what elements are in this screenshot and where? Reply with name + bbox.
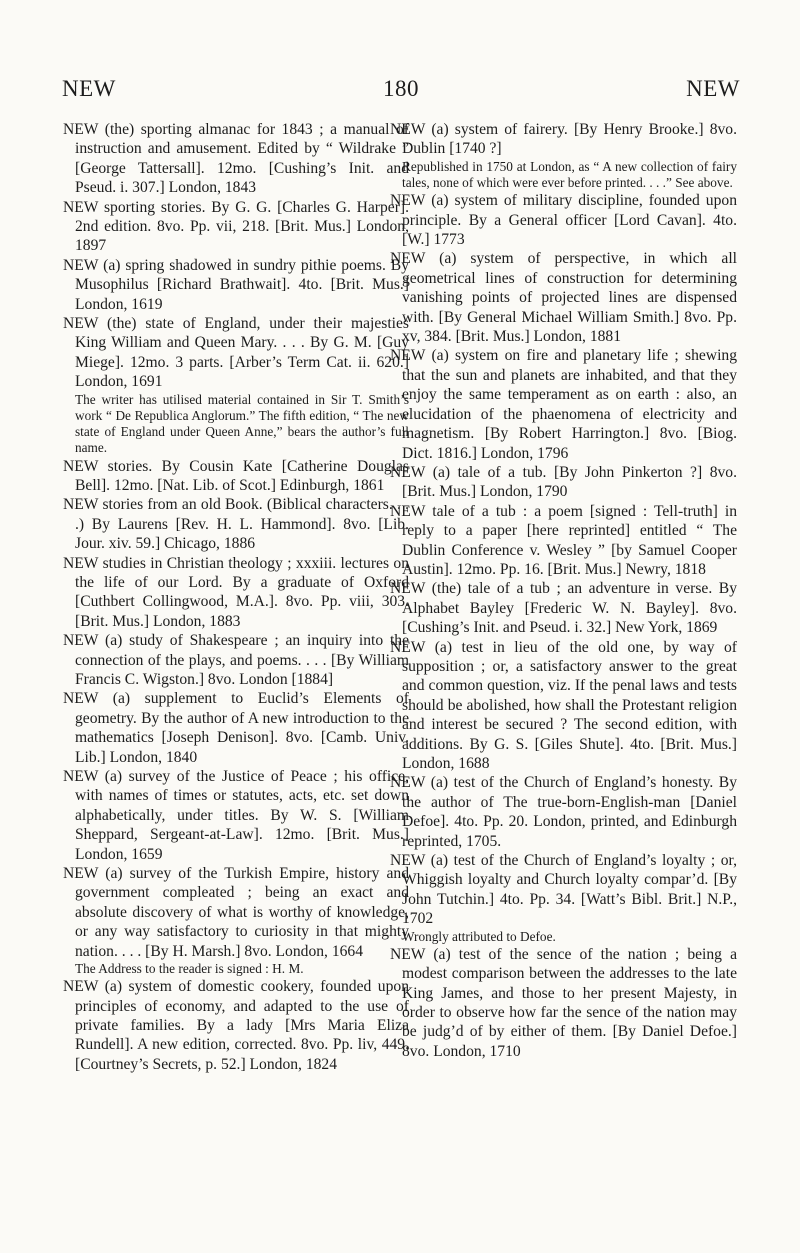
catalog-entry: NEW (the) state of England, under their majesties King William and Queen Mary. . . . By G. M. [Guy Miege]. 12mo. 3 parts. [Arber’s Term Cat. ii. 620.] London, 1691 (63, 315, 409, 391)
catalog-entry: NEW tale of a tub : a poem [signed : Tell-truth] in reply to a paper [here reprinted] entitled “ The Dublin Conference v. Wesley ” [by Samuel Cooper Austin]. 12mo. Pp. 16. [Brit. Mus.] Newry, 1818 (390, 502, 737, 578)
catalog-entry: NEW stories. By Cousin Kate [Catherine Douglas Bell]. 12mo. [Nat. Lib. of Scot.] Edinburgh, 1861 (63, 457, 409, 494)
catalog-entry: NEW sporting stories. By G. G. [Charles G. Harper]. 2nd edition. 8vo. Pp. vii, 218. [Brit. Mus.] London, 1897 (63, 198, 409, 255)
left-column (63, 120, 409, 1074)
catalog-entry: NEW stories from an old Book. (Biblical characters. . . .) By Laurens [Rev. H. L. Hammond]. 8vo. [Lib. Jour. xiv. 59.] Chicago, 1886 (63, 496, 409, 553)
catalog-entry: NEW (a) tale of a tub. [By John Pinkerton ?] 8vo. [Brit. Mus.] London, 1790 (390, 463, 737, 501)
right-column (390, 120, 737, 1061)
header-right-word: NEW (686, 76, 740, 101)
entry-note: The Address to the reader is signed : H. M. (75, 961, 304, 977)
running-header (62, 76, 740, 102)
catalog-entry: NEW (a) survey of the Justice of Peace ; his office, with names of times or statutes, acts, etc. set down alphabetically, under titles. By W. S. [William Sheppard, Sergeant-at-Law]. 12mo. [Brit. Mus.] London, 1659 (63, 768, 409, 863)
catalog-entry: NEW (the) tale of a tub ; an adventure in verse. By Alphabet Bayley [Frederic W. N. Bayley]. 8vo. [Cushing’s Init. and Pseud. i. 32.] New York, 1869 (390, 580, 737, 637)
entry-note: Wrongly attributed to Defoe. (402, 928, 556, 944)
entry-note: Republished in 1750 at London, as “ A new collection of fairy tales, none of which were ever before printed. . . .” See above. (402, 158, 737, 191)
catalog-entry: NEW (a) system of fairery. [By Henry Brooke.] 8vo. Dublin [1740 ?] (390, 121, 737, 158)
catalog-entry: NEW (a) test in lieu of the old one, by way of supposition ; or, a satisfactory answer to the great and common question, viz. If the penal laws and tests should be abolished, how shall the Protestant religion and interest be secured ? The second edition, with additions. By G. S. [Giles Shute]. 4to. [Brit. Mus.] London, 1688 (390, 638, 737, 772)
catalog-entry: NEW (a) spring shadowed in sundry pithie poems. By Musophilus [Richard Brathwait]. 4to. [Brit. Mus.] London, 1619 (63, 256, 409, 313)
entry-note: The writer has utilised material contained in Sir T. Smith’s work “ De Republica Anglorum.” The fifth edition, “ The new state of England under Queen Anne,” bears the author’s full name. (75, 391, 409, 456)
catalog-entry: NEW (a) test of the Church of England’s loyalty ; or, Whiggish loyalty and Church loyalty compar’d. [By John Tutchin.] 4to. Pp. 34. [Watt’s Bibl. Brit.] N.P., 1702 (390, 852, 737, 928)
catalog-entry: NEW (a) study of Shakespeare ; an inquiry into the connection of the plays, and poems. . . . [By William Francis C. Wigston.] 8vo. London [1884] (63, 632, 409, 688)
catalog-entry: NEW (a) system on fire and planetary life ; shewing that the sun and planets are inhabited, and that they enjoy the same temperament as on earth : also, an elucidation of the phaenomena of electricity and magnetism. [By Robert Harrington.] 8vo. [Biog. Dict. 1816.] London, 1796 (390, 347, 737, 462)
catalog-entry: NEW (a) supplement to Euclid’s Elements of geometry. By the author of A new introduction to the mathematics [Joseph Denison]. 8vo. [Camb. Univ. Lib.] London, 1840 (63, 690, 409, 766)
catalog-entry: NEW (a) system of domestic cookery, founded upon principles of economy, and adapted to the use of private families. By a lady [Mrs Maria Eliza Rundell]. A new edition, corrected. 8vo. Pp. liv, 449. [Courtney’s Secrets, p. 52.] London, 1824 (63, 978, 409, 1073)
catalog-entry: NEW studies in Christian theology ; xxxiii. lectures on the life of our Lord. By a graduate of Oxford [Cuthbert Collingwood, M.A.]. 8vo. Pp. viii, 303. [Brit. Mus.] London, 1883 (63, 554, 409, 630)
page-number: 180 (383, 76, 419, 101)
catalog-entry: NEW (a) system of perspective, in which all geometrical lines of construction for determining vanishing points of projected lines are dispensed with. [By General Michael William Smith.] 8vo. Pp. xv, 384. [Brit. Mus.] London, 1881 (390, 250, 737, 346)
catalog-entry: NEW (a) test of the sence of the nation ; being a modest comparison between the addresses to the late King James, and those to her present Majesty, in order to observe how far the sence of the nation may be judg’d of by either of them. [By Daniel Defoe.] 8vo. London, 1710 (390, 945, 737, 1060)
catalog-entry: NEW (the) sporting almanac for 1843 ; a manual of instruction and amusement. Edited by “ Wildrake ” [George Tattersall]. 12mo. [Cushing’s Init. and Pseud. i. 307.] London, 1843 (63, 121, 409, 197)
catalog-entry: NEW (a) survey of the Turkish Empire, history and government compleated ; being an exact and absolute discovery of what is worthy of knowledge, or any way satisfactory to curiosity in that mighty nation. . . . [By H. Marsh.] 8vo. London, 1664 (63, 865, 409, 960)
catalog-entry: NEW (a) system of military discipline, founded upon principle. By a General officer [Lord Cavan]. 4to. [W.] 1773 (390, 192, 737, 249)
header-left-word: NEW (62, 76, 116, 101)
catalog-entry: NEW (a) test of the Church of England’s honesty. By the author of The true-born-English-man [Daniel Defoe]. 4to. Pp. 20. London, printed, and Edinburgh reprinted, 1705. (390, 774, 737, 850)
